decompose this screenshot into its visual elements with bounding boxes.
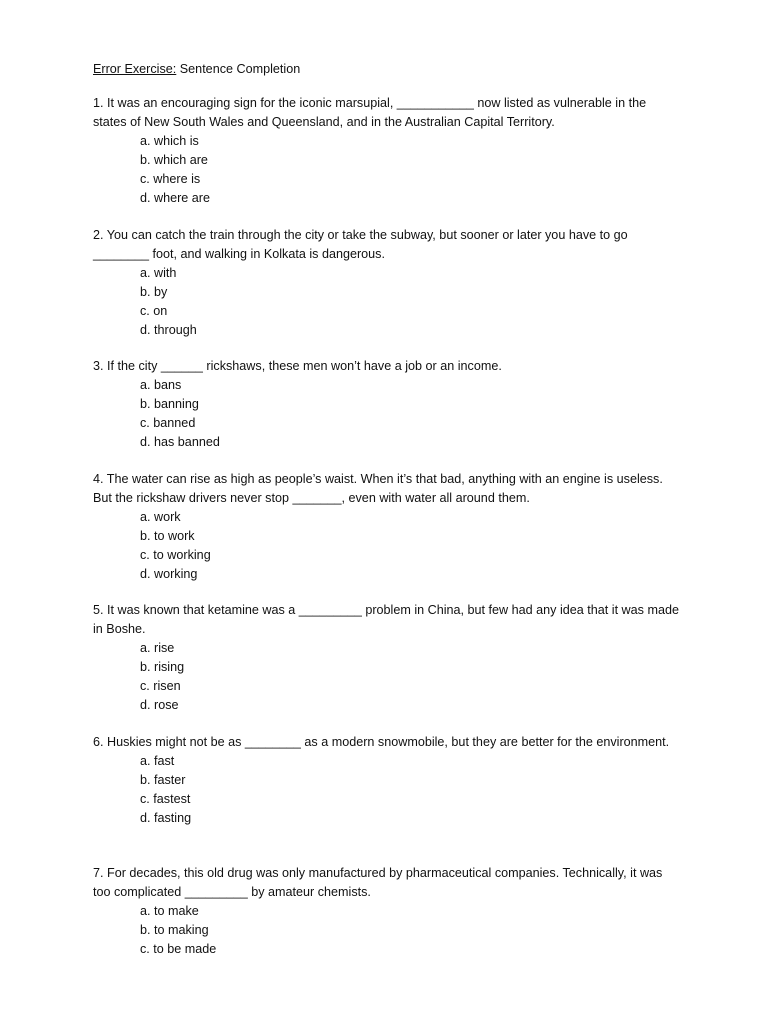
option-c: c. banned [140, 416, 196, 430]
option-b: b. by [140, 285, 168, 299]
option-list [93, 902, 683, 959]
question-text: 3. If the city ______ rickshaws, these men won’t have a job or an income. [93, 359, 502, 373]
option-b: b. to work [140, 529, 195, 543]
option-d: d. has banned [140, 435, 220, 449]
question-1 [93, 94, 683, 208]
question-text: 2. You can catch the train through the city or take the subway, but sooner or later you have to go ________ foot, and walking in Kolkata is dangerous. [93, 228, 628, 261]
question-text: 5. It was known that ketamine was a _________ problem in China, but few had any idea that it was made in Boshe. [93, 603, 679, 636]
question-text: 7. For decades, this old drug was only manufactured by pharmaceutical companies. Technically, it was too complicated _________ by amateur chemists. [93, 866, 663, 899]
option-list [93, 264, 683, 340]
question-4 [93, 470, 683, 584]
option-list [93, 376, 683, 452]
option-list [93, 508, 683, 584]
question-6 [93, 733, 683, 828]
question-7 [93, 864, 683, 959]
option-a: a. bans [140, 378, 182, 392]
option-a: a. with [140, 266, 177, 280]
page-title [93, 60, 300, 78]
option-list [93, 132, 683, 208]
option-b: b. to making [140, 923, 209, 937]
option-c: c. to be made [140, 942, 217, 956]
option-a: a. work [140, 510, 181, 524]
option-d: d. through [140, 323, 197, 337]
option-a: a. rise [140, 641, 175, 655]
option-b: b. banning [140, 397, 199, 411]
option-b: b. faster [140, 773, 186, 787]
question-3 [93, 357, 683, 452]
option-c: c. risen [140, 679, 181, 693]
title-label: Error Exercise: [93, 62, 177, 76]
question-text: 6. Huskies might not be as ________ as a modern snowmobile, but they are better for the environment. [93, 735, 670, 749]
option-b: b. which are [140, 153, 208, 167]
option-a: a. fast [140, 754, 175, 768]
option-a: a. to make [140, 904, 199, 918]
option-c: c. fastest [140, 792, 191, 806]
option-c: c. to working [140, 548, 211, 562]
question-text: 1. It was an encouraging sign for the iconic marsupial, ___________ now listed as vulnerable in the states of New South Wales and Queensland, and in the Australian Capital Territory. [93, 96, 647, 129]
option-d: d. rose [140, 698, 179, 712]
option-d: d. working [140, 567, 198, 581]
option-c: c. on [140, 304, 168, 318]
option-d: d. where are [140, 191, 211, 205]
option-list [93, 752, 683, 828]
question-text: 4. The water can rise as high as people’s waist. When it’s that bad, anything with an engine is useless. But the rickshaw drivers never stop _______, even with water all around them. [93, 472, 663, 505]
question-5 [93, 601, 683, 715]
option-b: b. rising [140, 660, 185, 674]
option-c: c. where is [140, 172, 201, 186]
question-2 [93, 226, 683, 340]
title-text: Sentence Completion [176, 62, 301, 76]
option-a: a. which is [140, 134, 199, 148]
option-list [93, 639, 683, 715]
option-d: d. fasting [140, 811, 192, 825]
